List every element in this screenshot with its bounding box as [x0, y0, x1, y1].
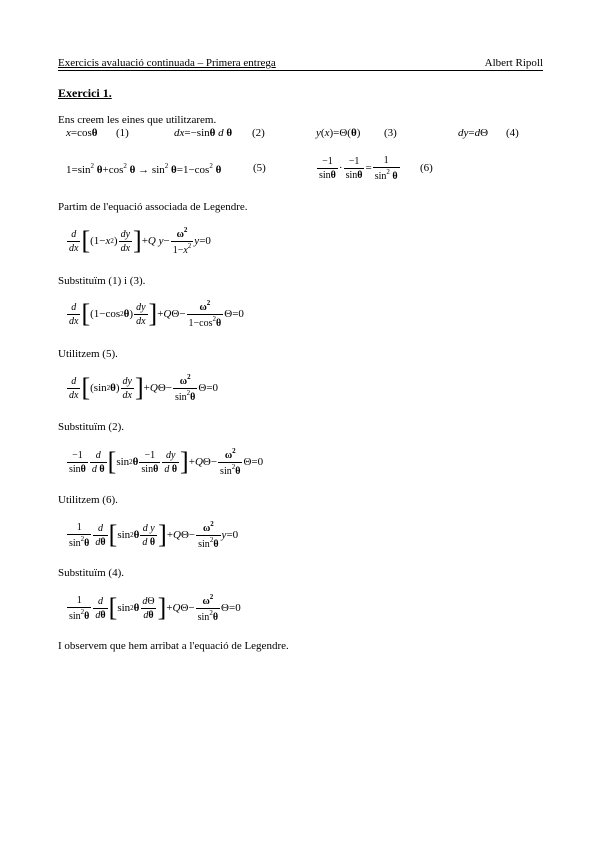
tool-4: dy=dΘ	[458, 127, 489, 139]
util5-text: Utilitzem (5).	[58, 348, 118, 360]
equation-legendre: 1 $\sin^2\theta$ d dθ [ sin 2 θ dΘ dθ ] + Q Θ− $\omega^2$ $\sin^2\theta$ Θ=0	[69, 592, 241, 623]
partim-text: Partim de l'equació associada de Legendre.	[58, 201, 248, 213]
tool-1: x=cosθ	[66, 127, 98, 139]
subst13-text: Substituïm (1) i (3).	[58, 275, 146, 287]
subst4-text: Substituïm (4).	[58, 567, 125, 579]
subst2-text: Substituïm (2).	[58, 421, 125, 433]
tool-3-label: (3)	[384, 127, 397, 139]
conclusion-text: I observem que hem arribat a l'equació de Legendre.	[58, 640, 289, 652]
tool-2-label: (2)	[252, 127, 265, 139]
intro-text: Ens creem les eines que utilitzarem.	[58, 114, 217, 126]
equation-step-2: d dx [ (sin 2 θ ) dy dx ] + Q Θ− $\omega^2$ $\sin^2\theta$ Θ=0	[69, 372, 219, 403]
tool-4-label: (4)	[506, 127, 519, 139]
tool-5-label: (5)	[253, 162, 266, 174]
tool-1-label: (1)	[116, 127, 129, 139]
exercise-title: Exercici 1.	[58, 86, 112, 100]
header-left: Exercicis avaluació continuada – Primera entrega	[58, 57, 276, 69]
equation-step-3: −1 sinθ d d θ [ sin 2 θ −1 sinθ dy d θ ] + Q Θ− $\omega^2$ $\sin^2\theta$ Θ=0	[69, 446, 264, 477]
tool-6-label: (6)	[420, 162, 433, 174]
tool-3: y(x)=Θ(θ)	[316, 127, 361, 139]
util6-text: Utilitzem (6).	[58, 494, 118, 506]
equation-legendre-assoc: d dx [ (1− x 2 ) dy dx ] + Q y − $\omega^2$ $1-x^2$ y =0	[69, 225, 211, 256]
equation-step-4: 1 $\sin^2\theta$ d dθ [ sin 2 θ d y d θ ] + Q Θ− $\omega^2$ $\sin^2\theta$ y =0	[69, 519, 239, 550]
header-right: Albert Ripoll	[484, 57, 543, 69]
tool-2: dx=−sinθ d θ	[174, 127, 233, 139]
equation-step-1: d dx [ (1−cos 2 θ ) dy dx ] + Q Θ− $\omega^2$ $1-\cos^2\theta$ Θ=0	[69, 298, 244, 329]
page-header	[58, 57, 543, 71]
tool-5: $1=\sin^2$ $\theta+\cos^2$ $\theta \to \sin^2 \theta=1-\cos^2$ θ	[66, 162, 222, 176]
tool-6: −1 sinθ · −1 sinθ = 1 $\sin^2 \theta$	[319, 155, 398, 182]
